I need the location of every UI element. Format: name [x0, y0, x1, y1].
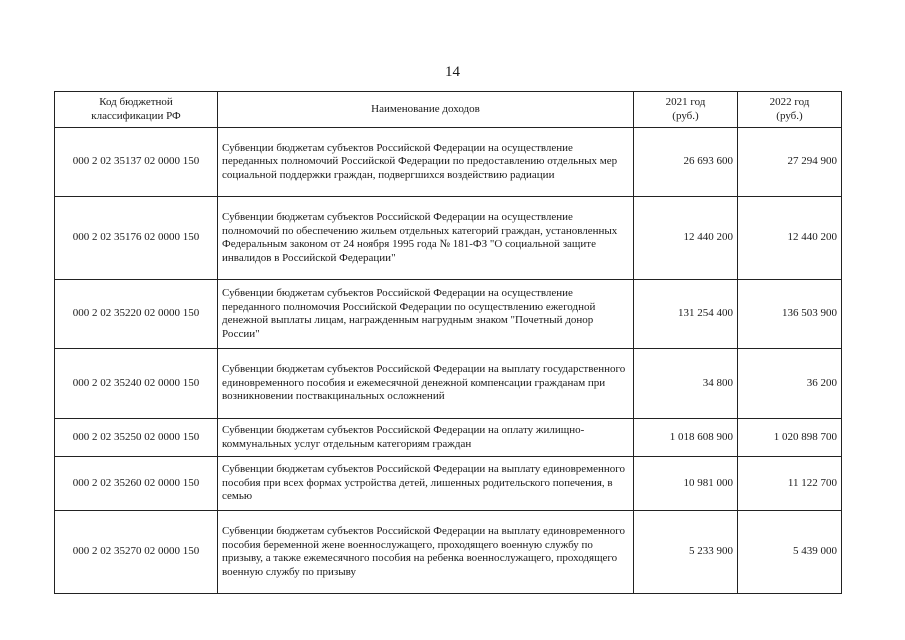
row-code: 000 2 02 35270 02 0000 150 — [55, 511, 218, 594]
header-year-2021-line-2: (руб.) — [672, 109, 699, 122]
row-name: Субвенции бюджетам субъектов Российской Федерации на выплату единовременного пособия при всех формах устройства детей, лишенных родительского попечения, в семью — [218, 457, 634, 511]
row-value-2021: 10 981 000 — [634, 457, 738, 511]
table-row — [55, 280, 842, 349]
row-name: Субвенции бюджетам субъектов Российской Федерации на оплату жилищно-коммунальных услуг отдельным категориям граждан — [218, 419, 634, 457]
page-number: 14 — [445, 64, 460, 80]
row-code: 000 2 02 35220 02 0000 150 — [55, 280, 218, 349]
row-name: Субвенции бюджетам субъектов Российской Федерации на осуществление переданных полномочий Российской Федерации по предоставлению отдельных мер социальной поддержки граждан, подвергшихся воздействию радиации — [218, 128, 634, 197]
row-value-2022: 27 294 900 — [738, 128, 842, 197]
row-code: 000 2 02 35260 02 0000 150 — [55, 457, 218, 511]
row-value-2022: 11 122 700 — [738, 457, 842, 511]
row-code: 000 2 02 35176 02 0000 150 — [55, 197, 218, 280]
header-year-2021 — [634, 92, 738, 128]
table-header-row — [55, 92, 842, 128]
row-value-2022: 36 200 — [738, 349, 842, 419]
header-code — [55, 92, 218, 128]
row-value-2022: 5 439 000 — [738, 511, 842, 594]
header-code-line-1: Код бюджетной — [99, 96, 173, 108]
row-value-2022: 136 503 900 — [738, 280, 842, 349]
row-value-2021: 131 254 400 — [634, 280, 738, 349]
row-value-2021: 26 693 600 — [634, 128, 738, 197]
table-row — [55, 419, 842, 457]
header-code-line-2: классификации РФ — [91, 109, 181, 122]
row-value-2022: 1 020 898 700 — [738, 419, 842, 457]
header-year-2022 — [738, 92, 842, 128]
table-row — [55, 128, 842, 197]
row-value-2021: 34 800 — [634, 349, 738, 419]
table-row — [55, 511, 842, 594]
row-value-2021: 1 018 608 900 — [634, 419, 738, 457]
row-name: Субвенции бюджетам субъектов Российской Федерации на осуществление переданного полномочия Российской Федерации по осуществлению ежегодной денежной выплаты лицам, награжденным нагрудным знаком "Почетный донор России" — [218, 280, 634, 349]
table-row — [55, 197, 842, 280]
header-year-2022-line-1: 2022 год — [769, 96, 810, 108]
row-code: 000 2 02 35250 02 0000 150 — [55, 419, 218, 457]
header-name: Наименование доходов — [218, 92, 634, 128]
revenue-table — [54, 91, 842, 594]
header-year-2022-line-2: (руб.) — [776, 109, 803, 122]
row-name: Субвенции бюджетам субъектов Российской Федерации на выплату единовременного пособия беременной жене военнослужащего, проходящего военную службу по призыву, а также ежемесячного пособия на ребенка военнослужащего, проходящего военную службу по призыву — [218, 511, 634, 594]
table-row — [55, 349, 842, 419]
row-code: 000 2 02 35137 02 0000 150 — [55, 128, 218, 197]
row-name: Субвенции бюджетам субъектов Российской Федерации на выплату государственного единовременного пособия и ежемесячной денежной компенсации гражданам при возникновении поствакцинальных осложнений — [218, 349, 634, 419]
row-value-2021: 12 440 200 — [634, 197, 738, 280]
row-value-2021: 5 233 900 — [634, 511, 738, 594]
header-year-2021-line-1: 2021 год — [665, 96, 706, 108]
table-row — [55, 457, 842, 511]
row-name: Субвенции бюджетам субъектов Российской Федерации на осуществление полномочий по обеспечению жильем отдельных категорий граждан, установленных Федеральным законом от 24 ноября 1995 года № 181-ФЗ "О социальной защите инвалидов в Российской Федерации" — [218, 197, 634, 280]
row-value-2022: 12 440 200 — [738, 197, 842, 280]
row-code: 000 2 02 35240 02 0000 150 — [55, 349, 218, 419]
